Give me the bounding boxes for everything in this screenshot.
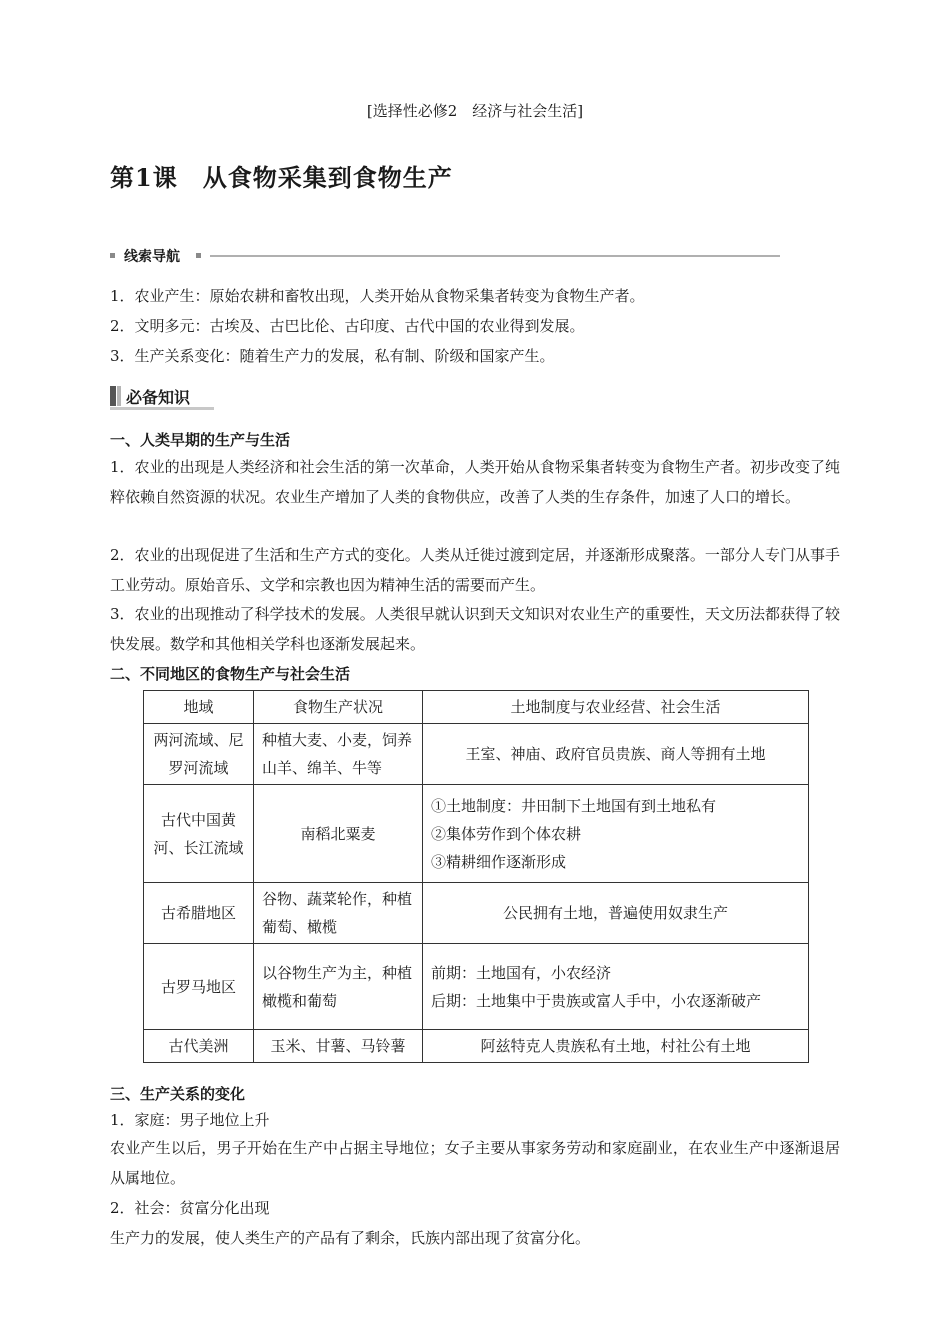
table-row	[144, 1030, 809, 1063]
table-header: 地域	[144, 691, 254, 724]
society-cell	[423, 785, 809, 883]
region-cell: 古罗马地区	[144, 944, 254, 1030]
region-cell: 两河流域、尼罗河流域	[144, 724, 254, 785]
clue-nav-bar	[110, 246, 780, 266]
food-cell: 南稻北粟麦	[254, 785, 423, 883]
knowledge-label: 必备知识	[126, 388, 191, 407]
society-line: ③精耕细作逐渐形成	[431, 852, 567, 871]
divider	[210, 255, 780, 257]
section-heading: 三、生产关系的变化	[110, 1085, 246, 1103]
clue-item: 3．生产关系变化：随着生产力的发展，私有制、阶级和国家产生。	[110, 347, 555, 365]
region-cell: 古代中国黄河、长江流域	[144, 785, 254, 883]
knowledge-banner	[110, 384, 214, 410]
society-line: ②集体劳作到个体农耕	[431, 824, 582, 843]
table-header: 土地制度与农业经营、社会生活	[423, 691, 809, 724]
clue-nav-label: 线索导航	[124, 249, 180, 265]
food-cell: 以谷物生产为主，种植橄榄和葡萄	[254, 944, 423, 1030]
food-cell: 谷物、蔬菜轮作，种植葡萄、橄榄	[254, 883, 423, 944]
paragraph: 2．农业的出现促进了生活和生产方式的变化。人类从迁徙过渡到定居，并逐渐形成聚落。一部分人专门从事手工业劳动。原始音乐、文学和宗教也因为精神生活的需要而产生。	[110, 546, 840, 594]
clue-item: 2．文明多元：古埃及、古巴比伦、古印度、古代中国的农业得到发展。	[110, 317, 585, 335]
society-line: 王室、神庙、政府官员贵族、商人等拥有土地	[465, 745, 766, 763]
paragraph: 1．农业的出现是人类经济和社会生活的第一次革命，人类开始从食物采集者转变为食物生产者。初步改变了纯粹依赖自然资源的状况。农业生产增加了人类的食物供应，改善了人类的生存条件，加速了人口的增长。	[110, 458, 840, 506]
table-row	[144, 724, 809, 785]
section-heading: 二、不同地区的食物生产与社会生活	[110, 665, 351, 683]
society-line: 阿兹特克人贵族私有土地，村社公有土地	[480, 1037, 751, 1055]
bar-icon	[117, 386, 121, 406]
lesson-title: 第1课 从食物采集到食物生产	[110, 163, 453, 192]
subject-header: [选择性必修2 经济与社会生活]	[366, 102, 584, 120]
region-table	[143, 690, 809, 1063]
subheading: 1．家庭：男子地位上升	[110, 1111, 270, 1129]
table-header: 食物生产状况	[254, 691, 423, 724]
table-row	[144, 944, 809, 1030]
food-cell: 玉米、甘薯、马铃薯	[254, 1030, 423, 1063]
society-cell	[423, 1030, 809, 1063]
bar-icon	[110, 386, 116, 406]
clue-item: 1．农业产生：原始农耕和畜牧出现，人类开始从食物采集者转变为食物生产者。	[110, 287, 645, 305]
divider	[110, 407, 214, 410]
subheading: 2．社会：贫富分化出现	[110, 1199, 270, 1217]
square-bullet-icon	[110, 253, 115, 258]
region-cell: 古希腊地区	[144, 883, 254, 944]
society-line: ①土地制度：井田制下土地国有到土地私有	[431, 796, 717, 815]
society-line: 公民拥有土地，普遍使用奴隶生产	[502, 904, 728, 922]
society-cell	[423, 883, 809, 944]
paragraph: 农业产生以后，男子开始在生产中占据主导地位；女子主要从事家务劳动和家庭副业，在农业生产中逐渐退居从属地位。	[110, 1139, 840, 1187]
square-bullet-icon	[196, 253, 201, 258]
section-heading: 一、人类早期的生产与生活	[110, 431, 291, 449]
paragraph: 3．农业的出现推动了科学技术的发展。人类很早就认识到天文知识对农业生产的重要性，天文历法都获得了较快发展。数学和其他相关学科也逐渐发展起来。	[110, 605, 840, 653]
paragraph: 生产力的发展，使人类生产的产品有了剩余，氏族内部出现了贫富分化。	[110, 1229, 591, 1247]
society-cell	[423, 944, 809, 1030]
table-header-row	[144, 691, 809, 724]
society-line: 前期：土地国有，小农经济	[431, 963, 612, 982]
society-line: 后期：土地集中于贵族或富人手中，小农逐渐破产	[431, 991, 762, 1010]
food-cell: 种植大麦、小麦，饲养山羊、绵羊、牛等	[254, 724, 423, 785]
society-cell	[423, 724, 809, 785]
table-row	[144, 785, 809, 883]
table-row	[144, 883, 809, 944]
region-cell: 古代美洲	[144, 1030, 254, 1063]
